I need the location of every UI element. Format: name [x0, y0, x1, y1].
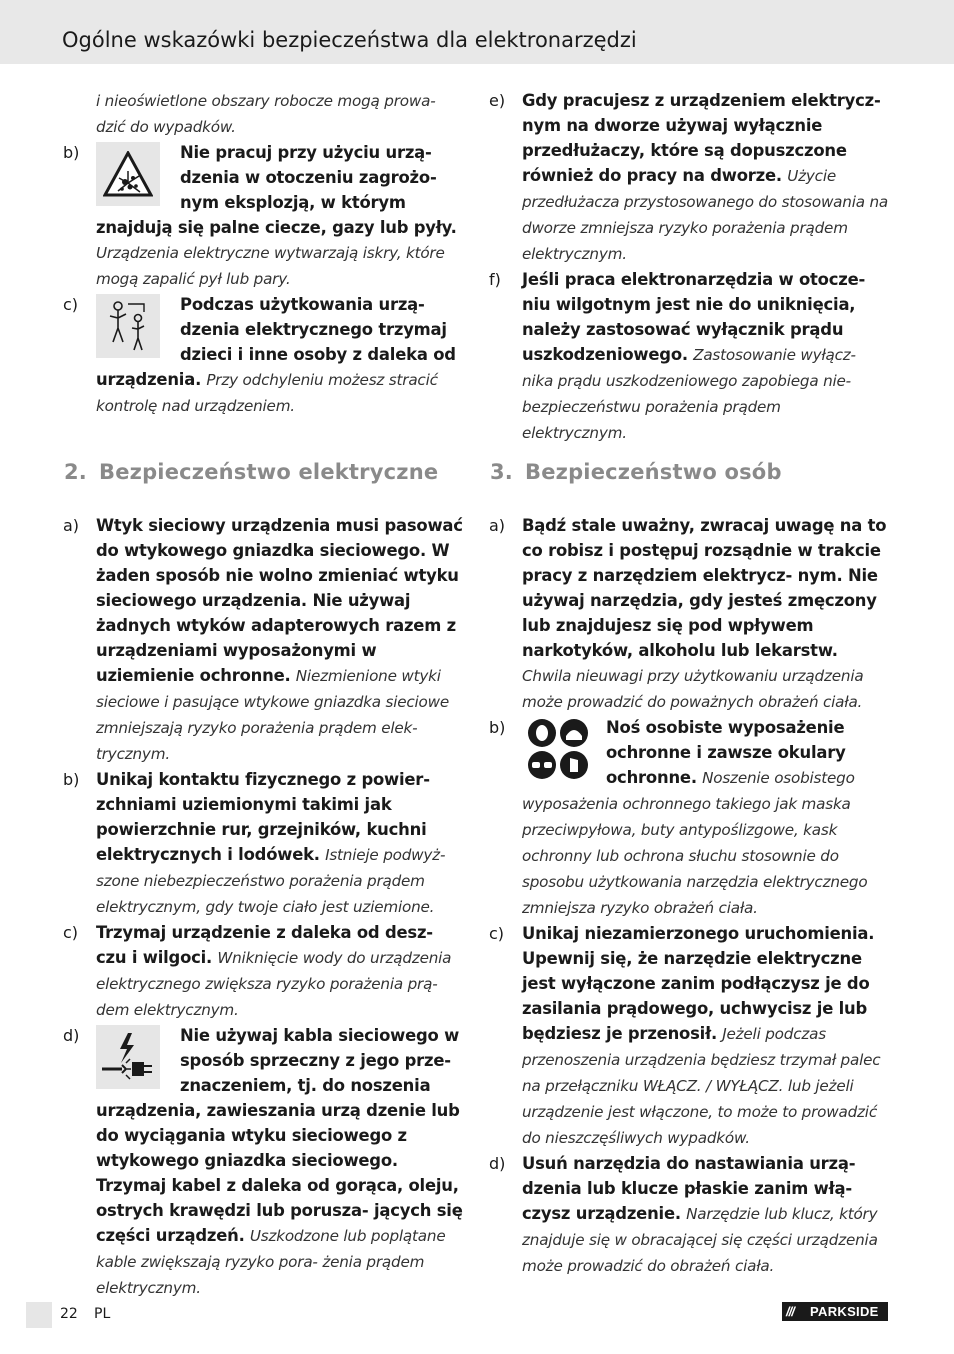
- item-letter: e): [489, 91, 506, 110]
- section-electrical-column: [63, 513, 464, 1301]
- item-letter: a): [489, 516, 506, 535]
- section-heading-electrical: 2. Bezpieczeństwo elektryczne: [64, 460, 439, 484]
- item-d-tools: d) Usuń narzędzia do nastawiania urzą- dzenia lub klucze płaskie zanim włą- czysz urządzenie. Narzędzie lub klucz, który znajduje się w obracającej się części urządzenia może prowadzić do obrażeń ciała.: [522, 1151, 890, 1279]
- item-letter: b): [63, 143, 80, 162]
- page-title: Ogólne wskazówki bezpieczeństwa dla elektronarzędzi: [62, 28, 637, 52]
- item-a-attention: a) Bądź stale uważny, zwracaj uwagę na to co robisz i postępuj rozsądnie w trakcie pracy z narzędziem elektrycz- nym. Nie używaj narzędzia, gdy jesteś zmęczony lub znajdujesz się pod wpływem narkotyków, alkoholu lub lekarstw. Chwila nieuwagi przy użytkowaniu urządzenia może prowadzić do poważnych obrażeń ciała.: [522, 513, 890, 715]
- item-b-ppe: b) Noś osobiste wyposażenie ochronne i zawsze okulary ochronne. Noszenie osobistego wyposażenia ochronnego takiego jak maska przeciwpyłowa, buty antypoślizgowe, kask ochronny lub ochrona słuchu stosownie do sposobu użytkowania narzędzia elektrycznego zmniejsza ryzyko obrażeń ciała.: [522, 715, 890, 921]
- item-b-grounded: b) Unikaj kontaktu fizycznego z powier- zchniami uziemionymi takimi jak powierzchnie rur, grzejników, kuchni elektrycznych i lodówek. Istnieje podwyż- szone niebezpieczeństwo porażenia prądem elektrycznym, gdy twoje ciało jest uziemione.: [96, 767, 464, 920]
- explosion-hazard-icon: [96, 142, 160, 206]
- item-letter: d): [63, 1026, 80, 1045]
- footer-page-marker: [26, 1302, 52, 1328]
- item-c-rain: c) Trzymaj urządzenie z daleka od desz- czu i wilgoci. Wniknięcie wody do urządzenia elektrycznego zwiększa ryzyko porażenia prą- dem elektrycznym.: [96, 920, 464, 1023]
- section-heading-personal: 3. Bezpieczeństwo osób: [490, 460, 782, 484]
- item-letter: c): [489, 924, 505, 943]
- item-letter: a): [63, 516, 80, 535]
- item-e-extension-cords: e) Gdy pracujesz z urządzeniem elektrycz- nym na dworze używaj wyłącznie przedłużaczy, które są dopuszczone również do pracy na dworze. Użycie przedłużacza przystosowanego do stosowania na dworze zmniejsza ryzyko porażenia prądem elektrycznym.: [522, 88, 890, 267]
- item-letter: c): [63, 295, 79, 314]
- page-number: 22: [60, 1306, 78, 1322]
- continuation-paragraph: i nieoświetlone obszary robocze mogą prowa- dzić do wypadków.: [96, 92, 436, 136]
- language-code: PL: [94, 1306, 111, 1322]
- item-d-cable: d) Nie używaj kabla sieciowego w sposób sprzeczny z jego prze- znaczeniem, tj. do noszenia urządzenia, zawieszania urzą dzenie lub do wyciągania wtyku sieciowego z wtykowego gniazdka sieciowego. Trzymaj kabel z daleka od gorąca, oleju, ostrych krawędzi lub porusza- jących się części urządzeń. Uszkodzone lub poplątane kable zwiększają ryzyko pora- żenia prądem elektrycznym.: [96, 1023, 464, 1301]
- item-letter: c): [63, 923, 79, 942]
- item-letter: f): [489, 270, 501, 289]
- item-letter: d): [489, 1154, 506, 1173]
- item-letter: b): [489, 718, 506, 737]
- item-f-rcd: f) Jeśli praca elektronarzędzia w otocze- niu wilgotnym jest nie do uniknięcia, należy zastosować wyłącznik prądu uszkodzeniowego. Zastosowanie wyłącz- nika prądu uszkodzeniowego zapobiega nie- bezpieczeństwu porażenia prądem elektrycznym.: [522, 267, 890, 446]
- item-c-startup: c) Unikaj niezamierzonego uruchomienia. Upewnij się, że narzędzie elektryczne jest wyłączone zanim podłączysz je do zasilania prądowego, uchwycisz je lub będziesz je przenosił. Jeżeli podczas przenoszenia urządzenia będziesz trzymał palec na przełączniku WŁĄCZ. / WYŁĄCZ. lub jeżeli urządzenie jest włączone, to może to prowadzić do nieszczęśliwych wypadków.: [522, 921, 890, 1151]
- protective-equipment-icons: [522, 717, 594, 781]
- item-a-plug: a) Wtyk sieciowy urządzenia musi pasować do wtykowego gniazdka sieciowego. W żaden sposób nie wolno zmieniać wtyku sieciowego urządzenia. Nie używaj żadnych wtyków adapterowych razem z urządzeniami wyposażonymi w uziemienie ochronne. Niezmienione wtyki sieciowe i pasujące wtykowe gniazdka sieciowe zmniejszają ryzyko porażenia prądem elek- trycznym.: [96, 513, 464, 767]
- left-top-column: [63, 88, 464, 419]
- damaged-cable-icon: [96, 1025, 160, 1089]
- page-header: [0, 0, 954, 64]
- item-letter: b): [63, 770, 80, 789]
- right-top-column: [489, 88, 890, 446]
- item-c-children: c) Podczas użytkowania urzą- dzenia elektrycznego trzymaj dzieci i inne osoby z daleka od urządzenia. Przy odchyleniu możesz stracić kontrolę nad urządzeniem.: [96, 292, 464, 419]
- brand-logo: /// PARKSIDE: [782, 1302, 888, 1321]
- keep-children-away-icon: [96, 294, 160, 358]
- item-b-explosion: b) Nie pracuj przy użyciu urzą- dzenia w otoczeniu zagrożo- nym eksplozją, w którym znajdują się palne ciecze, gazy lub pyły. Urządzenia elektryczne wytwarzają iskry, które mogą zapalić pył lub pary.: [96, 140, 464, 292]
- section-personal-column: [489, 513, 890, 1279]
